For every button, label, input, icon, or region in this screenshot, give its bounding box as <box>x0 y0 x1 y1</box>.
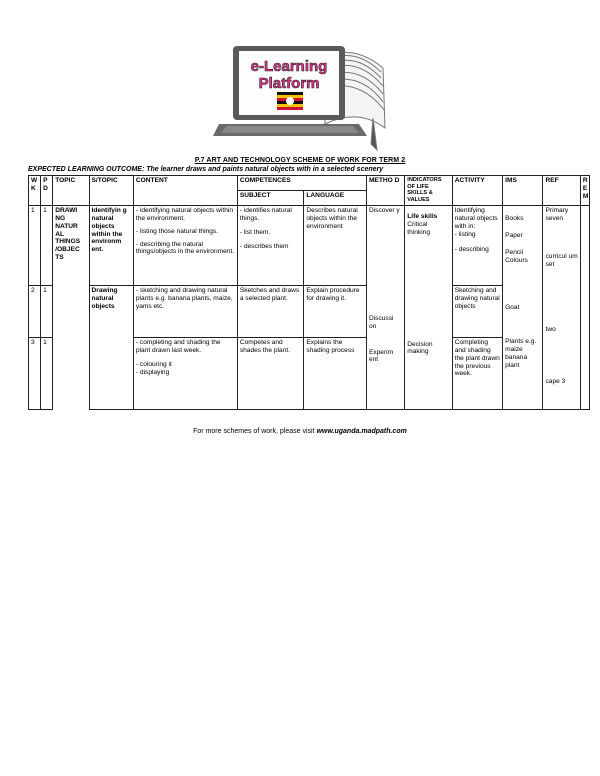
activity-item: - describing <box>454 246 489 254</box>
cell-content <box>133 205 237 285</box>
ims-item: Pencil Colours <box>505 248 528 264</box>
col-header-ims: IMS <box>503 176 543 206</box>
col-header-topic: TOPIC <box>53 176 89 206</box>
method-item: Discover y <box>368 206 400 214</box>
col-header-pd: P D <box>41 176 53 206</box>
cell-rem <box>580 205 589 409</box>
cell-ref <box>543 205 580 285</box>
cell-wk: 2 <box>29 285 41 337</box>
ref-item: Primary seven <box>545 206 569 222</box>
cell-stopic: Identifyin g natural objects within the environm ent. <box>89 205 133 285</box>
cell-topic: DRAWI NG NATUR AL THINGS /OBJEC TS <box>53 205 89 409</box>
col-header-indicators: INDICATORS OF LIFE SKILLS & VALUES <box>405 176 452 206</box>
subject-item: - identifies natural things. <box>239 206 292 222</box>
content-item: - completing and shading the plant drawn last week. <box>135 338 221 354</box>
table-row <box>29 285 590 337</box>
cell-ims <box>503 285 543 337</box>
col-header-competences: COMPETENCES <box>237 176 366 191</box>
e-learning-platform-logo <box>213 38 391 158</box>
col-header-wk: W K <box>29 176 41 206</box>
cell-subject: Competes and shades the plant. <box>237 337 304 409</box>
activity-item: Identifying natural objects with in: <box>454 206 498 230</box>
cell-pd: 1 <box>41 337 53 409</box>
indicators-item: Decision making <box>407 340 433 356</box>
col-header-content: CONTENT <box>133 176 237 206</box>
cell-activity: Sketching and drawing natural objects <box>452 285 502 337</box>
uganda-flag-icon <box>277 92 303 110</box>
activity-item: - listing <box>454 230 476 238</box>
subject-item: - describes them <box>239 242 289 250</box>
ref-item: cape 3 <box>545 378 566 386</box>
cell-ims: Plants e.g. maize banana plant <box>503 337 543 409</box>
scheme-of-work-table <box>28 175 590 410</box>
cell-content <box>133 337 237 409</box>
cell-wk: 3 <box>29 337 41 409</box>
indicators-title: Life skills <box>407 212 438 220</box>
cell-stopic <box>89 337 133 409</box>
ref-item: curricul um set <box>545 252 578 268</box>
cell-activity: Completing and shading the plant drawn the previous week. <box>452 337 502 409</box>
method-item: Discussi on <box>368 314 394 330</box>
table-header-row <box>29 176 590 191</box>
expected-learning-outcome: EXPECTED LEARNING OUTCOME: The learner draws and paints natural objects with in a selected scenery <box>28 166 384 173</box>
col-header-rem: R E M <box>580 176 589 206</box>
ims-item: Goat <box>505 304 520 312</box>
cell-language: Explains the shading process <box>304 337 367 409</box>
logo-text-line2: Platform <box>258 75 320 92</box>
content-item: - colouring it <box>135 360 172 368</box>
cell-indicators <box>405 205 452 409</box>
col-header-activity: ACTIVITY <box>452 176 502 206</box>
ims-item: Books <box>505 214 524 222</box>
cell-ref <box>543 326 580 409</box>
content-item: - identifying natural objects within the environment. <box>135 206 234 222</box>
cell-stopic: Drawing natural objects <box>89 285 133 337</box>
content-item: - describing the natural things/objects in the environment. <box>135 240 235 256</box>
subject-item: - list them. <box>239 228 271 236</box>
cell-language: Explain procedure for drawing it. <box>304 285 367 337</box>
footer-link[interactable]: www.uganda.madpath.com <box>316 428 407 435</box>
col-header-ref: REF <box>543 176 580 206</box>
logo-text-line1: e-Learning <box>250 58 328 75</box>
method-item: Experim ent <box>368 348 394 364</box>
content-item: - displaying <box>135 368 170 376</box>
col-header-language: LANGUAGE <box>304 190 367 205</box>
table-row <box>29 205 590 285</box>
cell-content: - sketching and drawing natural plants e.g. banana plants, maize, yams etc. <box>133 285 237 337</box>
ref-item: two <box>545 326 556 334</box>
cell-wk: 1 <box>29 205 41 285</box>
cell-ims <box>503 205 543 285</box>
cell-method <box>366 205 404 409</box>
ims-item: Paper <box>505 231 523 239</box>
cell-pd: 1 <box>41 205 53 285</box>
col-header-subject: SUBJECT <box>237 190 304 205</box>
document-title: P.7 ART AND TECHNOLOGY SCHEME OF WORK FOR TERM 2 <box>194 157 406 164</box>
footer-note <box>0 428 600 435</box>
footer-text: For more schemes of work, please visit <box>193 428 317 435</box>
col-header-method: METHO D <box>366 176 404 206</box>
cell-language: Describes natural objects within the environment <box>304 205 367 285</box>
cell-pd: 1 <box>41 285 53 337</box>
col-header-stopic: S/TOPIC <box>89 176 133 206</box>
cell-subject <box>237 205 304 285</box>
cell-activity <box>452 205 502 285</box>
content-item: - listing those natural things. <box>135 227 218 235</box>
cell-subject: Sketches and draws a selected plant. <box>237 285 304 337</box>
table-row <box>29 337 590 409</box>
indicators-item: Critical thinking <box>407 220 430 236</box>
